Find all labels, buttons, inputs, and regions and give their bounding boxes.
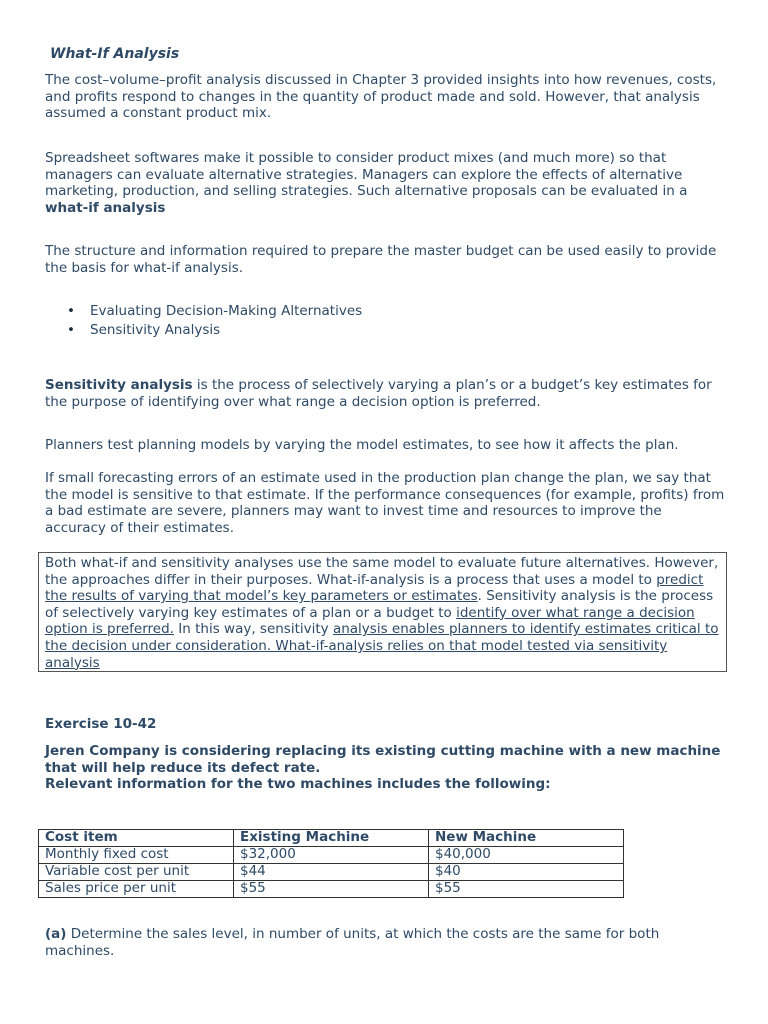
paragraph-forecasting: If small forecasting errors of an estimate used in the production plan change the plan, we say that the model is sensitive to that estimate. If the performance consequences (for example, profits) from a bad estimate are severe, planners may want to invest time and resources to improve the accuracy of their estimates. (45, 470, 725, 536)
paragraph-sensitivity-text: is the process of selectively varying a plan’s or a budget’s key estimates for the purpose of identifying over what range a decision option is preferred. (45, 377, 712, 410)
paragraph-spreadsheet (45, 150, 726, 216)
table-cell: $55 (429, 881, 624, 898)
what-if-term: what-if analysis (45, 199, 166, 216)
table-header-cell: Existing Machine (234, 830, 429, 847)
paragraph-cvp: The cost–volume–profit analysis discussed in Chapter 3 provided insights into how revenues, costs, and profits respond to changes in the quantity of product made and sold. However, that analysis assumed a constant product mix. (45, 72, 717, 122)
bullet-list (45, 303, 362, 341)
list-item: • Sensitivity Analysis (45, 322, 362, 341)
question-label: (a) (45, 926, 67, 942)
paragraph-spreadsheet-text: Spreadsheet softwares make it possible to consider product mixes (and much more) so that managers can evaluate alternative strategies. Managers can explore the effects of alternative marketing, production, and selling strategies. Such alternative proposals can be evaluated in a (45, 150, 688, 200)
table-cell: $44 (234, 864, 429, 881)
table-cell: Sales price per unit (39, 881, 234, 898)
exercise-description (45, 743, 726, 793)
list-item: • Evaluating Decision-Making Alternatives (45, 303, 362, 322)
machine-cost-table (38, 829, 624, 898)
table-cell: Variable cost per unit (39, 864, 234, 881)
comparison-box (38, 552, 727, 672)
table-row (39, 847, 624, 864)
paragraph-master-budget: The structure and information required to prepare the master budget can be used easily to provide the basis for what-if analysis. (45, 243, 717, 276)
table-row (39, 864, 624, 881)
table-header-cell: Cost item (39, 830, 234, 847)
table-cell: $40,000 (429, 847, 624, 864)
table-cell: $32,000 (234, 847, 429, 864)
exercise-heading: Exercise 10-42 (45, 716, 157, 732)
table-cell: Monthly fixed cost (39, 847, 234, 864)
box-underline-3: analysis enables planners to identify estimates critical to the decision under consideration. What-if-analysis relies on that model tested via sensitivity analysis (45, 621, 719, 671)
box-text-2: . Sensitivity analysis is the process of selectively varying key estimates of a plan or a budget to (45, 588, 714, 621)
question-text: Determine the sales level, in number of units, at which the costs are the same for both machines. (45, 926, 660, 959)
box-underline-2: identify over what range a decision option is preferred. (45, 604, 695, 638)
table-cell: $40 (429, 864, 624, 881)
box-text-1: Both what-if and sensitivity analyses use the same model to evaluate future alternatives. However, the approaches differ in their purposes. What-if-analysis is a process that uses a model to (45, 555, 719, 588)
paragraph-planners: Planners test planning models by varying the model estimates, to see how it affects the plan. (45, 437, 679, 453)
exercise-line-2: Relevant information for the two machines includes the following: (45, 776, 551, 793)
table-row (39, 881, 624, 898)
question-a (45, 926, 726, 959)
paragraph-sensitivity (45, 377, 726, 410)
table-cell: $55 (234, 881, 429, 898)
sensitivity-term: Sensitivity analysis (45, 377, 193, 393)
exercise-line-1: Jeren Company is considering replacing its existing cutting machine with a new machine that will help reduce its defect rate. (45, 743, 721, 776)
table-header-cell: New Machine (429, 830, 624, 847)
box-text-3: In this way, sensitivity (173, 621, 333, 638)
table-header-row (39, 830, 624, 847)
page-title: What-If Analysis (50, 46, 180, 62)
box-underline-1: predict the results of varying that model’s key parameters or estimates (45, 571, 704, 605)
